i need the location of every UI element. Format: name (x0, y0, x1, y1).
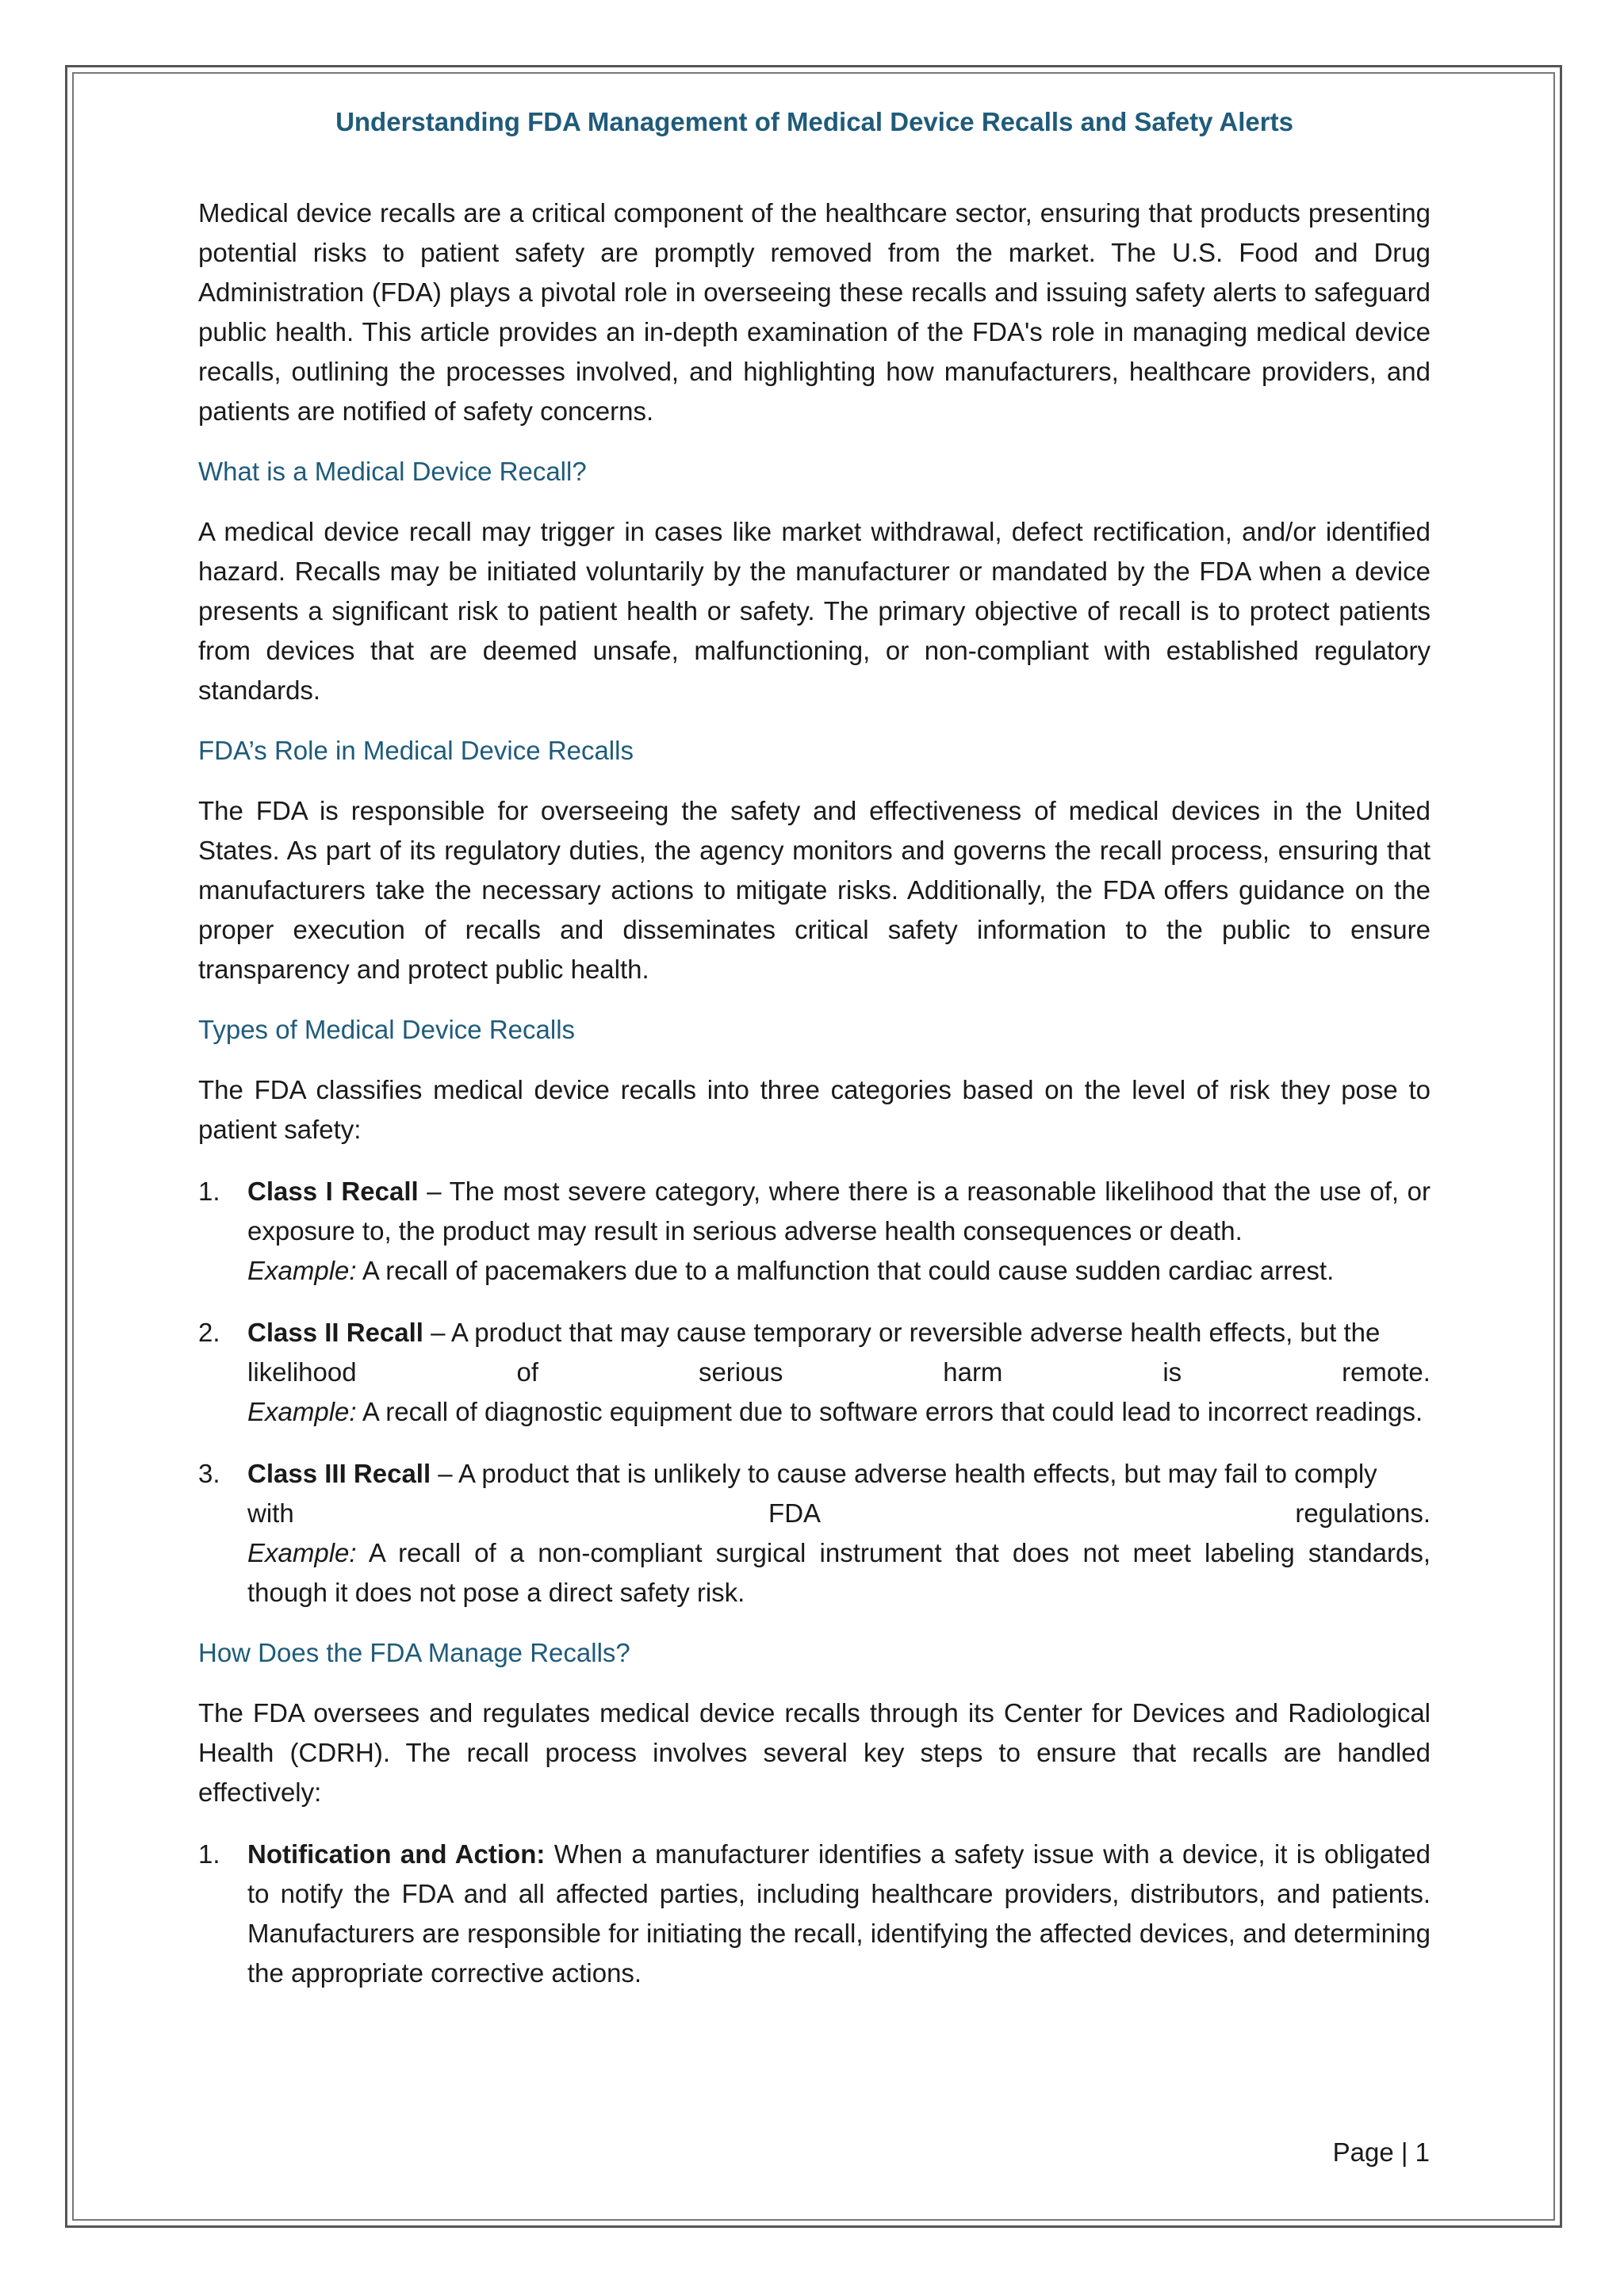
list-item (198, 1172, 1431, 1291)
word: FDA (768, 1498, 822, 1528)
class-iii-justified-line (247, 1494, 1431, 1533)
page-number: Page | 1 (1332, 2137, 1430, 2167)
word: remote. (1342, 1357, 1431, 1387)
class-i-text: – The most severe category, where there is a reasonable likelihood that the use of, or exposure to, the product may result in serious adverse health consequences or death. (247, 1177, 1431, 1246)
fda-role-paragraph: The FDA is responsible for overseeing the safety and effectiveness of medical devices in the United States. As part of its regulatory duties, the agency monitors and governs the recall process, ensuring that manufacturers take the necessary actions to mitigate risks. Additionally, the FDA offers guidance on the proper execution of recalls and disseminates critical safety information to the public to ensure transparency and protect public health. (198, 796, 1431, 984)
class-iii-text: – A product that is unlikely to cause adverse health effects, but may fail to comply (431, 1459, 1377, 1488)
list-number: 1. (198, 1177, 220, 1206)
word: likelihood (247, 1357, 357, 1387)
recall-steps-list (198, 1835, 1431, 1993)
heading-what-is-recall: What is a Medical Device Recall? (198, 457, 587, 486)
heading-fda-manage: How Does the FDA Manage Recalls? (198, 1638, 630, 1667)
class-i-label: Class I Recall (247, 1177, 419, 1206)
list-number: 2. (198, 1318, 220, 1347)
class-iii-label: Class III Recall (247, 1459, 431, 1488)
fda-manage-paragraph: The FDA oversees and regulates medical device recalls through its Center for Devices and Radiological Health (CDRH). The recall process involves several key steps to ensure that recalls are handled effectively: (198, 1698, 1431, 1807)
word: harm (943, 1357, 1003, 1387)
class-ii-text: – A product that may cause temporary or reversible adverse health effects, but the (423, 1318, 1381, 1347)
heading-fda-role: FDA’s Role in Medical Device Recalls (198, 736, 634, 765)
word: serious (698, 1357, 783, 1387)
document-body (198, 94, 1431, 1993)
what-is-recall-paragraph: A medical device recall may trigger in cases like market withdrawal, defect rectification, and/or identified hazard. Recalls may be initiated voluntarily by the manufacturer or mandated by the FDA when a device presents a significant risk to patient health or safety. The primary objective of recall is to protect patients from devices that are deemed unsafe, malfunctioning, or non-compliant with established regulatory standards. (198, 517, 1431, 705)
notification-text: When a manufacturer identifies a safety issue with a device, it is obligated to notify the FDA and all affected parties, including healthcare providers, distributors, and patients. Manufacturers are responsible for initiating the recall, identifying the affected devices, and determining the appropriate corrective actions. (247, 1839, 1431, 1988)
class-ii-example: A recall of diagnostic equipment due to software errors that could lead to incorrect readings. (356, 1397, 1423, 1426)
recall-class-list (198, 1172, 1431, 1613)
document-title: Understanding FDA Management of Medical Device Recalls and Safety Alerts (335, 107, 1293, 136)
heading-recall-types: Types of Medical Device Recalls (198, 1015, 576, 1044)
word: of (516, 1357, 539, 1387)
list-item (198, 1454, 1431, 1613)
example-label: Example: (247, 1538, 357, 1567)
class-ii-label: Class II Recall (247, 1318, 423, 1347)
example-label: Example: (247, 1256, 357, 1285)
list-item (198, 1313, 1431, 1432)
intro-paragraph: Medical device recalls are a critical component of the healthcare sector, ensuring that products presenting potential risks to patient safety are promptly removed from the market. The U.S. Food and Drug Administration (FDA) plays a pivotal role in overseeing these recalls and issuing safety alerts to safeguard public health. This article provides an in-depth examination of the FDA's role in managing medical device recalls, outlining the processes involved, and highlighting how manufacturers, healthcare providers, and patients are notified of safety concerns. (198, 198, 1431, 426)
notification-label: Notification and Action: (247, 1839, 546, 1869)
list-number: 3. (198, 1459, 220, 1488)
word: regulations. (1295, 1498, 1431, 1528)
example-label: Example: (247, 1397, 357, 1426)
list-number: 1. (198, 1839, 220, 1869)
word: with (247, 1498, 294, 1528)
word: is (1162, 1357, 1182, 1387)
class-iii-example: A recall of a non-compliant surgical instrument that does not meet labeling standards, though it does not pose a direct safety risk. (247, 1538, 1431, 1607)
recall-types-paragraph: The FDA classifies medical device recalls into three categories based on the level of risk they pose to patient safety: (198, 1075, 1431, 1144)
class-ii-justified-line (247, 1353, 1431, 1392)
class-i-example: A recall of pacemakers due to a malfunction that could cause sudden cardiac arrest. (356, 1256, 1335, 1285)
list-item (198, 1835, 1431, 1993)
